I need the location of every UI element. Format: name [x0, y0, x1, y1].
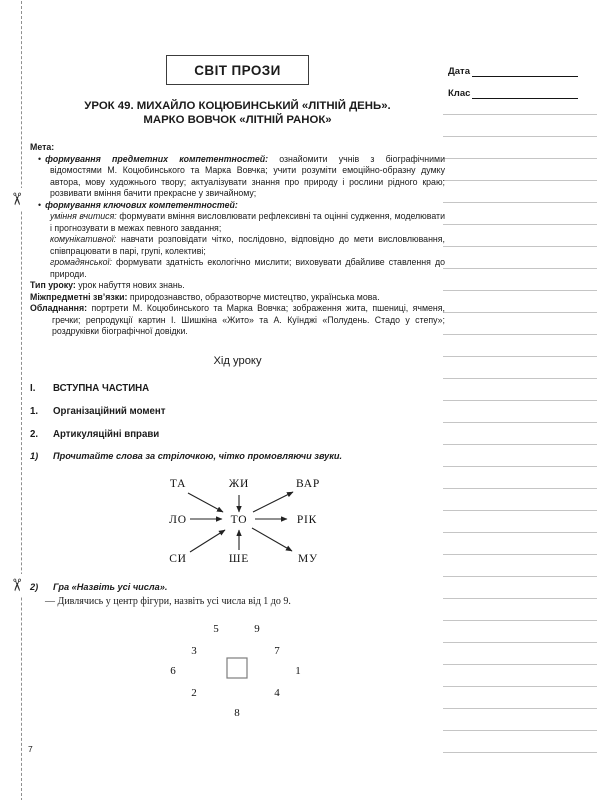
flow-title: Хід уроку [213, 354, 262, 367]
meta-bullet-1 [30, 154, 445, 200]
syllable-center: ТО [230, 513, 247, 526]
ruled-line [443, 224, 597, 225]
step-heading-2 [30, 429, 445, 440]
arrow-ta-to [188, 493, 223, 512]
info-label: Обладнання: [30, 303, 88, 313]
meta-section [30, 142, 445, 338]
meta-sub-3 [30, 257, 445, 280]
ruled-line [443, 686, 597, 687]
sub-lead: комунікативної: [50, 234, 117, 244]
ruled-line [443, 268, 597, 269]
info-text: урок набуття нових знань. [78, 280, 185, 290]
section-heading-1 [30, 383, 445, 394]
section-number: I. [30, 382, 36, 394]
step-number: 2. [30, 428, 39, 440]
ruled-line [443, 708, 597, 709]
ruled-line [443, 554, 597, 555]
lesson-title [30, 99, 445, 127]
info-label: Тип уроку: [30, 280, 76, 290]
ruled-line [443, 730, 597, 731]
ruled-line [443, 378, 597, 379]
ruled-line [443, 158, 597, 159]
ruled-line [443, 598, 597, 599]
step-heading-1 [30, 406, 445, 417]
ruled-line [443, 466, 597, 467]
ruled-line [443, 532, 597, 533]
ruled-line [443, 114, 597, 115]
syllable: ВАР [295, 477, 320, 490]
series-title: СВІТ ПРОЗИ [166, 55, 308, 85]
class-field [448, 86, 578, 99]
ruled-line [443, 642, 597, 643]
sub-lead: уміння вчитися: [50, 211, 117, 221]
ruled-line [443, 356, 597, 357]
numbers-figure [153, 616, 323, 720]
figure-number: 7 [273, 644, 280, 657]
sub-text: формувати вміння висловлювати рефлексивні та оцінні судження, моделювати і прогнозувати в межах певного завдання; [50, 211, 445, 233]
ruled-line [443, 180, 597, 181]
ruled-line [443, 246, 597, 247]
syllable: МУ [297, 552, 318, 565]
ruled-line [443, 422, 597, 423]
date-field [448, 64, 578, 77]
ruled-line [443, 444, 597, 445]
arrow-sy-to [190, 530, 225, 552]
figure-number: 8 [233, 706, 240, 719]
info-text: портрети М. Коцюбинського та Марка Вовчка; зображення жита, пшениці, ячменя, гречки; репродукції картин І. Шишкіна «Жито» та А. Куїнджі «Полудень. Стадо у степу»; роздруківки біографічної довідки. [52, 303, 445, 336]
meta-sub-2 [30, 234, 445, 257]
ruled-line [443, 576, 597, 577]
lesson-content [30, 55, 445, 720]
exercise-1 [30, 451, 445, 461]
step-label: Артикуляційні вправи [53, 428, 160, 440]
equipment [30, 303, 445, 338]
figure-number: 2 [190, 686, 197, 699]
syllable: РІК [296, 513, 317, 526]
exercise-2 [30, 582, 445, 592]
bullet-dot: • [38, 153, 42, 164]
syllable: ЛО [168, 513, 187, 526]
class-label: Клас [448, 88, 471, 99]
arrow-to-var [253, 492, 293, 512]
syllable-diagram [133, 471, 343, 571]
figure-number: 9 [253, 622, 260, 635]
scissors-icon: ✂ [3, 574, 29, 596]
ruled-line [443, 488, 597, 489]
ruled-line [443, 752, 597, 753]
figure-number: 3 [190, 644, 197, 657]
date-blank-line [472, 76, 578, 77]
info-text: природознавство, образотворче мистецтво, українська мова. [129, 291, 380, 302]
bullet-text: ознайомити учнів з біографічними відомостями М. Коцюбинського та Марка Вовчка; учити розуміти емоційно-образну думку автора, мову художнього твору; актуалізувати знання про природу і рослини рідного краю; розвивати вміння бачити прекрасне у звичайному; [50, 153, 445, 198]
syllable: ШЕ [228, 552, 249, 565]
arrow-to-mu [252, 528, 292, 551]
center-square [227, 658, 247, 678]
cut-line [21, 0, 22, 800]
step-label: Організаційний момент [53, 405, 166, 417]
syllable: ТА [169, 477, 186, 490]
ruled-line [443, 312, 597, 313]
figure-number: 1 [294, 664, 301, 677]
subject-links [30, 292, 445, 304]
figure-number: 4 [273, 686, 280, 699]
exercise-number: 1) [30, 450, 39, 461]
ruled-line [443, 510, 597, 511]
syllable: ЖИ [228, 477, 249, 490]
ruled-line [443, 664, 597, 665]
bullet-lead: формування предметних компетентностей: [45, 153, 269, 164]
ruled-line [443, 202, 597, 203]
meta-sub-1 [30, 211, 445, 234]
ruled-line [443, 400, 597, 401]
figure-number: 5 [212, 622, 219, 635]
sub-lead: громадянської: [50, 257, 112, 267]
lesson-title-line1: УРОК 49. МИХАЙЛО КОЦЮБИНСЬКИЙ «ЛІТНІЙ ДЕНЬ». [84, 100, 391, 112]
class-blank-line [472, 98, 578, 99]
scissors-icon: ✂ [3, 188, 29, 210]
exercise-text: Гра «Назвіть усі числа». [53, 581, 168, 592]
bullet-dot: • [38, 199, 42, 210]
syllable: СИ [168, 552, 187, 565]
notes-lines [443, 114, 597, 774]
meta-bullet-2 [30, 200, 445, 212]
meta-label: Мета: [30, 142, 55, 152]
date-label: Дата [448, 66, 470, 77]
section-label: ВСТУПНА ЧАСТИНА [53, 382, 150, 394]
series-header [30, 55, 445, 85]
exercise-text: Прочитайте слова за стрілочкою, чітко промовляючи звуки. [53, 450, 343, 461]
ruled-line [443, 620, 597, 621]
sub-text: навчати розповідати чітко, послідовно, відповідно до мети висловлювання, співпрацювати в парі, групі, колективі; [50, 234, 445, 256]
sub-text: формувати здатність екологічно мислити; виховувати дбайливе ставлення до природи. [50, 257, 445, 279]
lesson-title-line2: МАРКО ВОВЧОК «ЛІТНІЙ РАНОК» [143, 114, 332, 126]
lesson-type [30, 280, 445, 292]
exercise-2-instruction: — Дивлячись у центр фігури, назвіть усі числа від 1 до 9. [45, 595, 291, 607]
figure-number: 6 [169, 664, 176, 677]
info-label: Міжпредметні зв’язки: [30, 291, 128, 302]
ruled-line [443, 290, 597, 291]
bullet-lead: формування ключових компетентностей: [45, 199, 238, 210]
ruled-line [443, 334, 597, 335]
page-number: 7 [28, 744, 33, 754]
ruled-line [443, 136, 597, 137]
step-number: 1. [30, 405, 39, 417]
exercise-number: 2) [30, 581, 39, 592]
